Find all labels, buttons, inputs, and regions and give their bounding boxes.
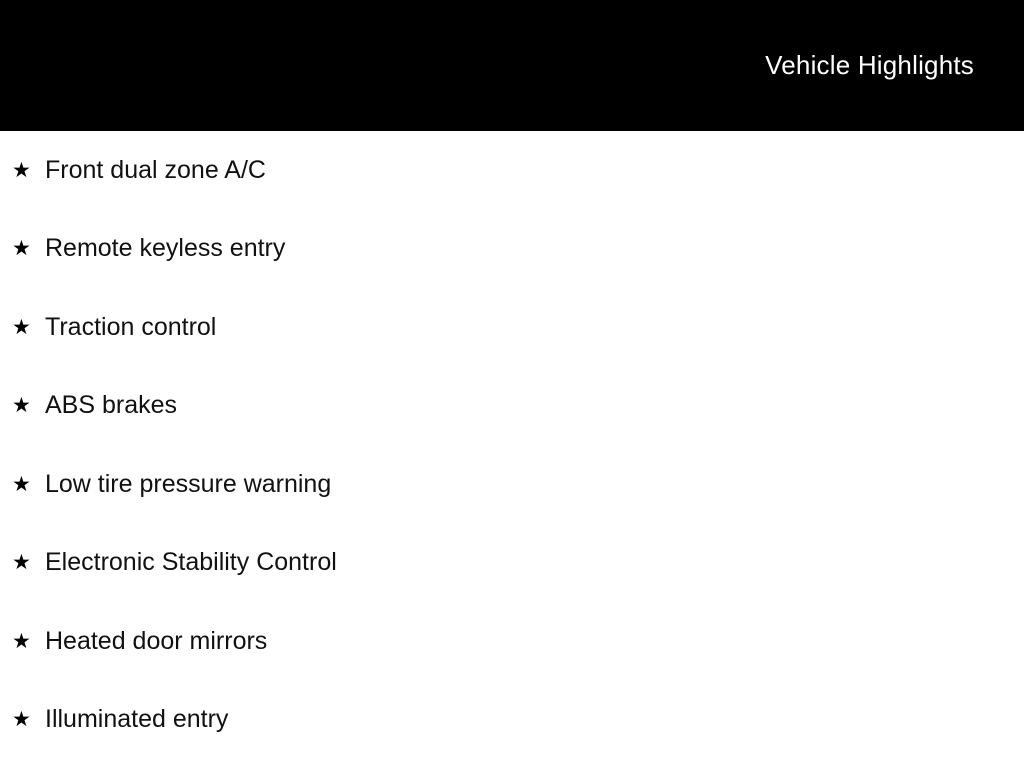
feature-label: Electronic Stability Control bbox=[45, 548, 337, 577]
feature-label: Traction control bbox=[45, 312, 217, 341]
star-icon: ★ bbox=[12, 315, 31, 339]
feature-label: Front dual zone A/C bbox=[45, 155, 266, 184]
list-item bbox=[0, 445, 1024, 524]
vehicle-highlights-list bbox=[0, 131, 1024, 759]
list-item bbox=[0, 367, 1024, 446]
list-item bbox=[0, 131, 1024, 210]
star-icon: ★ bbox=[12, 551, 31, 575]
feature-label: Remote keyless entry bbox=[45, 234, 286, 263]
list-item bbox=[0, 602, 1024, 681]
star-icon: ★ bbox=[12, 394, 31, 418]
star-icon: ★ bbox=[12, 472, 31, 496]
list-item bbox=[0, 288, 1024, 367]
list-item bbox=[0, 524, 1024, 603]
feature-label: Heated door mirrors bbox=[45, 626, 268, 655]
star-icon: ★ bbox=[12, 158, 31, 182]
star-icon: ★ bbox=[12, 708, 31, 732]
page-title: Vehicle Highlights bbox=[765, 50, 974, 80]
feature-label: Illuminated entry bbox=[45, 705, 229, 734]
feature-label: ABS brakes bbox=[45, 391, 178, 420]
feature-label: Low tire pressure warning bbox=[45, 469, 332, 498]
header-bar bbox=[0, 0, 1024, 131]
list-item bbox=[0, 681, 1024, 760]
star-icon: ★ bbox=[12, 237, 31, 261]
list-item bbox=[0, 210, 1024, 289]
star-icon: ★ bbox=[12, 629, 31, 653]
